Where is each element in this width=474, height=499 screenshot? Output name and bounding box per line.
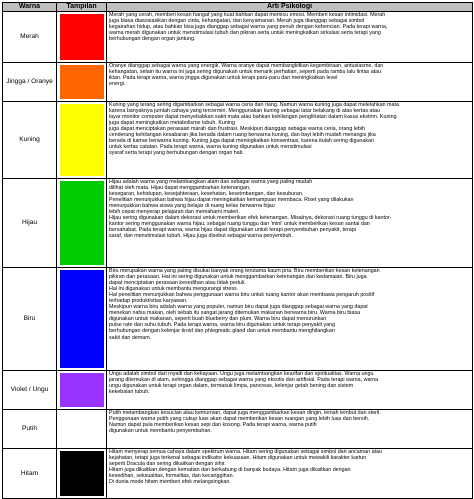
header-warna: Warna <box>3 3 57 12</box>
description-putih <box>107 410 473 449</box>
color-swatch-merah <box>60 14 104 60</box>
color-swatch-jingga-oranye <box>60 65 104 99</box>
table-row <box>3 449 473 499</box>
description-line: Merah yang cerah, memberi kesan hangat yang kuat bahkan dapat memicu emosi. Memberi kesan intimidasi. Merah <box>109 12 386 18</box>
description-line: kehangatan, selain itu warna ini juga sering digunakan untuk menarik perhatian, seperti pada rambu lalu lintas atau <box>109 69 382 76</box>
description-line: Penggunaan warna putih yang cukup luas akan dapat memberikan kesan ruangan yang lebih luas dan bersih. <box>109 416 370 423</box>
color-name-merah: Merah <box>3 12 57 63</box>
swatch-cell <box>57 102 107 179</box>
description-line: dilihat oleh mata. Hijau dapat menggambarkan ketenangan, <box>109 185 251 192</box>
description-line: pulse rate dan suhu tubuh. Pada terapi warna, warna biru digunakan untuk terapi penyakit yang <box>109 322 336 329</box>
description-line: sakit dan demam. <box>109 334 152 341</box>
description-line: layar monitor computer dapat menyebabkan sakit mata atau bahkan kehilangan penglihatan dalam kasus ekstrim. Kuning <box>109 114 397 121</box>
table-row <box>3 102 473 179</box>
description-line: Hitam juga dikaitkan dengan kematian dan berkabung di banyak budaya. Hitam juga dikaitkan dengan <box>109 467 351 474</box>
description-line: Namun dapat pula memberikan kesan sepi dan kosong. Pada terapi warna, warna putih <box>109 422 317 429</box>
description-line: juga dapat meningkatkan metabolisme tubuh. Kuning <box>109 120 235 127</box>
swatch-cell <box>57 449 107 499</box>
description-line: Hijau adalah warna yang melambangkan alam dan sebagai warna yang paling mudah <box>109 179 313 185</box>
description-line: terhadap produktivitas karyawan. <box>109 298 188 305</box>
description-line: Hitam menyerap semua cahaya dalam spektrum warna. Hitam sering digunakan sebagai simbol dari ancaman atau <box>109 449 382 455</box>
header-tampilan: Tampilan <box>57 3 107 12</box>
color-swatch-violet-ungu <box>60 373 104 407</box>
swatch-cell <box>57 63 107 102</box>
color-swatch-hitam <box>60 451 104 496</box>
description-violet-ungu <box>107 371 473 410</box>
description-line: untuk kertas catatan. Pada terapi warna, warna kuning digunakan untuk menstimulasi <box>109 144 312 151</box>
description-line: pikiran dan perasaan. Hal ini sering digunakan untuk menggambarkan ketenangan dan kedamaian. Biru juga <box>109 274 367 281</box>
swatch-cell <box>57 410 107 449</box>
description-line: Ungu adalah simbol dari royalti dan kekayaan. Ungu juga melambangkan kearifan dan spiritualitas. Warna ungu <box>109 371 374 377</box>
description-line: lebih cepat menyerap pelajaran dan memahami materi. <box>109 209 240 216</box>
description-line: Hal penelitian menunjukkan bahwa penggunaan warna biru untuk ruang kantor akan membawa pengaruh positif <box>109 292 375 299</box>
swatch-cell <box>57 371 107 410</box>
description-line: cenderung kehilangan kesabaran jika berada dalam ruang berwarna kuning, dan bayi lebih mudah menangis jika <box>109 132 376 139</box>
description-line: Biru merupakan warna yang paling disukai banyak orang terutama kaum pria. Biru memberikan kesan ketenangan <box>109 268 380 274</box>
description-hitam <box>107 449 473 499</box>
table-row <box>3 63 473 102</box>
description-jingga-oranye <box>107 63 473 102</box>
description-line: Penelitian menunjukkan bahwa hijau dapat meningkatkan kemampuan membaca. Riset yang dilakukan <box>109 197 354 204</box>
description-biru <box>107 268 473 371</box>
description-line: kantor sering menggunakan warna hijau, sebagai ruang tunggu dan 'mini' untuk memberikan kesan santai dan <box>109 221 370 228</box>
description-line: seperti Dracula dan sering dikaitkan dengan sihir. <box>109 461 226 468</box>
description-line: dapat menciptakan perasaan kesedihan atau tidak peduli. <box>109 280 246 287</box>
header-row <box>3 3 473 12</box>
color-swatch-biru <box>60 270 104 368</box>
description-line: Kuning yang terang sering digambarkan sebagai warna ceria dan riang. Namun warna kuning juga dapat melelahkan mata <box>109 102 399 108</box>
description-line: karena banyaknya jumlah cahaya yang tercermin. Menggunakan kuning sebagai latar belakang di atas kertas atau <box>109 108 380 115</box>
color-name-biru: Biru <box>3 268 57 371</box>
swatch-cell <box>57 268 107 371</box>
color-name-putih: Putih <box>3 410 57 449</box>
description-line: kesedihan, seksualitas, formalitas, dan kecanggihan. <box>109 473 235 480</box>
description-merah <box>107 12 473 63</box>
description-line: kegairahan hidup, atau bahkan bisa juga dianggap sebagai warna yang penuh dengan kebencian. Pada terapi warna, <box>109 24 388 31</box>
description-line: Hijau sering digunakan dalam dekorasi untuk memberikan efek ketenangan. Misalnya, dekorasi ruang tunggu di kantor- <box>109 215 392 222</box>
description-line: Hal ini digunakan untuk membantu mengurangi stress. <box>109 286 239 293</box>
description-line: syaraf serta terapi yang berhubungan dengan organ hati. <box>109 150 244 157</box>
color-name-hijau: Hijau <box>3 179 57 268</box>
description-line: kejahatan, tetapi juga terkenal sebagai indikator kekuasaan. Hitam digunakan untuk mewakili karakter kartun <box>109 455 367 462</box>
description-line: energi. <box>109 81 126 88</box>
description-line: digunakan untuk membantu penyembuhan. <box>109 428 212 435</box>
description-line: menunjukkan bahwa siswa yang belajar di ruang kelas berwarna hijau <box>109 203 275 210</box>
table-row <box>3 268 473 371</box>
swatch-cell <box>57 12 107 63</box>
color-name-violet-ungu: Violet / Ungu <box>3 371 57 410</box>
description-line: warna merah digunakan untuk menstimulasi tubuh dan pikiran serta untuk meningkatkan sirkulasi serta terapi yang <box>109 30 381 37</box>
color-swatch-putih <box>60 412 104 446</box>
description-line: juga dapat menciptakan perasaan marah dan frustrasi. Meskipun dianggap sebagai warna ceria, orang lebih <box>109 126 366 133</box>
description-line: bersahabat. Pada terapi warna, warna hijau dapat digunakan untuk terapi penyembuhan penyakit, terapi <box>109 227 356 234</box>
color-name-kuning: Kuning <box>3 102 57 179</box>
table-row <box>3 12 473 63</box>
description-line: iklan. Pada terapi warna, warna jingga digunakan untuk terapi paru-paru dan meningkatkan level <box>109 75 338 82</box>
description-line: Oranye dianggap sebagai warna yang energik. Warna oranye dapat membangkitkan kegembiraan, antusiasme, dan <box>109 63 384 69</box>
color-swatch-hijau <box>60 181 104 265</box>
description-hijau <box>107 179 473 268</box>
description-line: jarang ditemukan di alam, sehingga dianggap sebagai warna yang eksotis dan artifisial. Pada terapi warna, warna <box>109 377 379 384</box>
color-swatch-kuning <box>60 104 104 176</box>
description-kuning <box>107 102 473 179</box>
description-line: menekan nafsu makan, oleh sebab itu sangat jarang ditemukan makanan berwarna biru. Warna biru biasa <box>109 310 361 317</box>
description-line: saraf, dan menstimulasi tubuh. Hijau juga disebut sebagai warna penyembuh. <box>109 233 293 240</box>
table-row <box>3 371 473 410</box>
color-psychology-table <box>2 2 473 499</box>
description-line: berada di kamar berwarna kuning. Kuning juga dapat meningkatkan konsentrasi, karena itulah sering digunakan <box>109 138 374 145</box>
description-line: kesegaran, kehidupan, kesejahteraan, kesehatan, keseimbangan, dan kesuburan. <box>109 191 304 198</box>
description-line: digunakan untuk makanan, seperti buah blueberry dan plum. Warna biru dapat menurunkan <box>109 316 327 323</box>
description-line: berhubungan dengan organ jantung. <box>109 36 196 43</box>
table-row <box>3 410 473 449</box>
description-line: kekebalan tubuh. <box>109 389 150 396</box>
description-line: Meskipun warna biru adalah warna yang populer, namun biru dapat juga dianggap sebagai warna yang dapat <box>109 304 368 311</box>
description-line: ungu digunakan untuk terapi organ dalam, termasuk limpa, pancreas, kelenjar getah bening dan sistem <box>109 383 354 390</box>
color-name-jingga-oranye: Jingga / Oranye <box>3 63 57 102</box>
description-line: juga biasa diasosiasikan dengan cinta, kehangatan, dan kenyamanan. Merah juga dianggap sebagai simbol <box>109 18 365 25</box>
description-line: berhubungan dengan kelenjar tiroid dan phlegmatic gland dan untuk membantu menghilangkan <box>109 328 335 335</box>
swatch-cell <box>57 179 107 268</box>
color-name-hitam: Hitam <box>3 449 57 499</box>
header-arti-psikologi: Arti Psikologi <box>107 3 473 12</box>
description-line: Putih melambangkan kesucian atau kemurnian, dapat juga menggambarkan kesan dingin, lemah lembut dan steril. <box>109 410 381 416</box>
table-row <box>3 179 473 268</box>
description-line: Di dunia mode hitam memberi efek melangsingkan. <box>109 479 231 486</box>
